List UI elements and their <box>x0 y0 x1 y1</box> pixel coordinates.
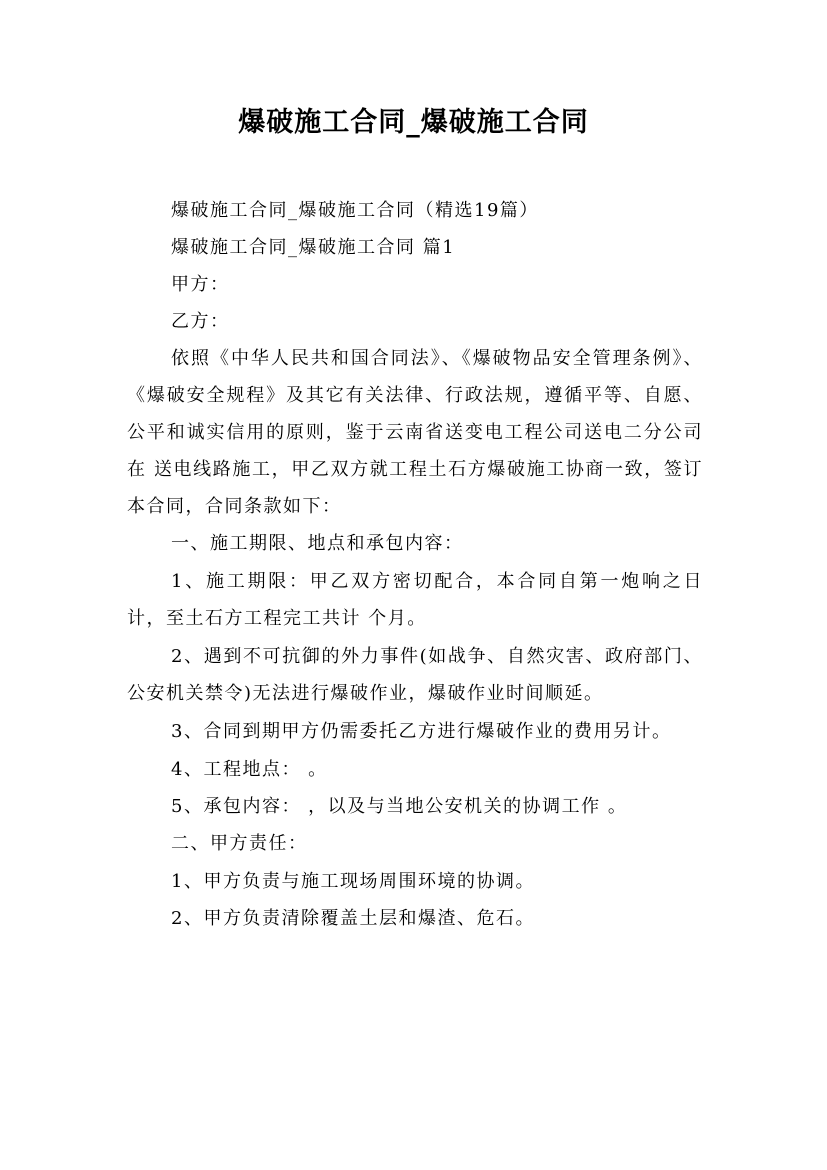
paragraph-clause-1-heading: 一、施工期限、地点和承包内容： <box>171 533 464 554</box>
paragraph-clause-1-3: 3、合同到期甲方仍需委托乙方进行爆破作业的费用另计。 <box>171 721 672 742</box>
paragraph-clause-2-2: 2、甲方负责清除覆盖土层和爆渣、危石。 <box>171 908 535 929</box>
document-body <box>127 192 703 937</box>
paragraph-preamble: 依照《中华人民共和国合同法》、《爆破物品安全管理条例》、《爆破安全规程》及其它有关法律、行政法规，遵循平等、自愿、公平和诚实信用的原则，鉴于云南省送变电工程公司送电二分公司在 送电线路施工，甲乙双方就工程土石方爆破施工协商一致，签订本合同，合同条款如下： <box>127 348 703 517</box>
paragraph-section-heading: 爆破施工合同_爆破施工合同 篇1 <box>171 237 456 258</box>
document-title: 爆破施工合同_爆破施工合同 <box>238 107 589 138</box>
paragraph-clause-1-4: 4、工程地点： 。 <box>171 759 328 780</box>
paragraph-clause-2-heading: 二、甲方责任： <box>171 833 308 854</box>
paragraph-party-b: 乙方： <box>171 311 230 332</box>
paragraph-clause-1-2: 2、遇到不可抗御的外力事件(如战争、自然灾害、政府部门、公安机关禁令)无法进行爆破作业，爆破作业时间顺延。 <box>127 646 703 704</box>
paragraph-clause-1-5: 5、承包内容： ，以及与当地公安机关的协调工作 。 <box>171 796 628 817</box>
paragraph-clause-2-1: 1、甲方负责与施工现场周围环境的协调。 <box>171 871 535 892</box>
paragraph-party-a: 甲方： <box>171 274 230 295</box>
paragraph-subtitle: 爆破施工合同_爆破施工合同（精选19篇） <box>171 200 539 221</box>
paragraph-clause-1-1: 1、施工期限：甲乙双方密切配合，本合同自第一炮响之日计，至土石方工程完工共计 个月。 <box>127 571 703 629</box>
